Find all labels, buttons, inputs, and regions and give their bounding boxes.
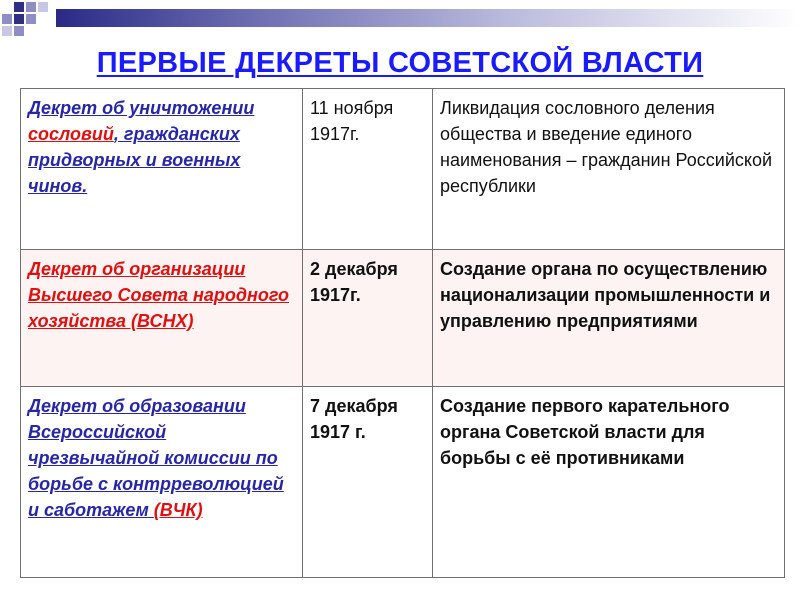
page-title: ПЕРВЫЕ ДЕКРЕТЫ СОВЕТСКОЙ ВЛАСТИ <box>96 47 704 79</box>
table-row <box>21 89 785 250</box>
decree-name-part: Декрет об уничтожении <box>28 98 255 118</box>
decor-square <box>26 2 36 12</box>
header-gradient-band <box>56 9 800 27</box>
decree-date-cell: 2 декабря 1917г. <box>303 250 433 387</box>
decree-name-cell <box>21 250 303 387</box>
decor-square <box>14 26 24 36</box>
table-row <box>21 387 785 578</box>
decree-name-part: Декрет об организации Высшего Совета народного хозяйства (ВСНХ) <box>28 259 290 331</box>
slide-header-decoration <box>0 0 800 40</box>
decor-square <box>14 14 24 24</box>
decor-square <box>38 2 48 12</box>
decree-date-cell: 7 декабря 1917 г. <box>303 387 433 578</box>
decree-name-cell <box>21 89 303 250</box>
decor-square <box>2 14 12 24</box>
decree-name-part: (ВЧК) <box>153 500 203 520</box>
decree-name-cell <box>21 387 303 578</box>
decrees-table <box>20 88 785 578</box>
decree-description-cell: Создание органа по осуществлению национализации промышленности и управлению предприятиями <box>433 250 785 387</box>
decor-square <box>14 2 24 12</box>
decree-name-part: сословий <box>28 124 114 144</box>
table-row <box>21 250 785 387</box>
decor-square <box>26 14 36 24</box>
decree-name-part: , гражданских придворных и военных чинов. <box>28 124 241 196</box>
decree-date-cell: 11 ноября 1917г. <box>303 89 433 250</box>
decree-description-cell: Создание первого карательного органа Советской власти для борьбы с её противниками <box>433 387 785 578</box>
decor-square <box>2 26 12 36</box>
decree-name-part: Декрет об образовании Всероссийской чрезвычайной комиссии по борьбе с контрреволюцией и саботажем <box>28 396 284 520</box>
decree-description-cell: Ликвидация сословного деления общества и введение единого наименования – гражданин Российской республики <box>433 89 785 250</box>
